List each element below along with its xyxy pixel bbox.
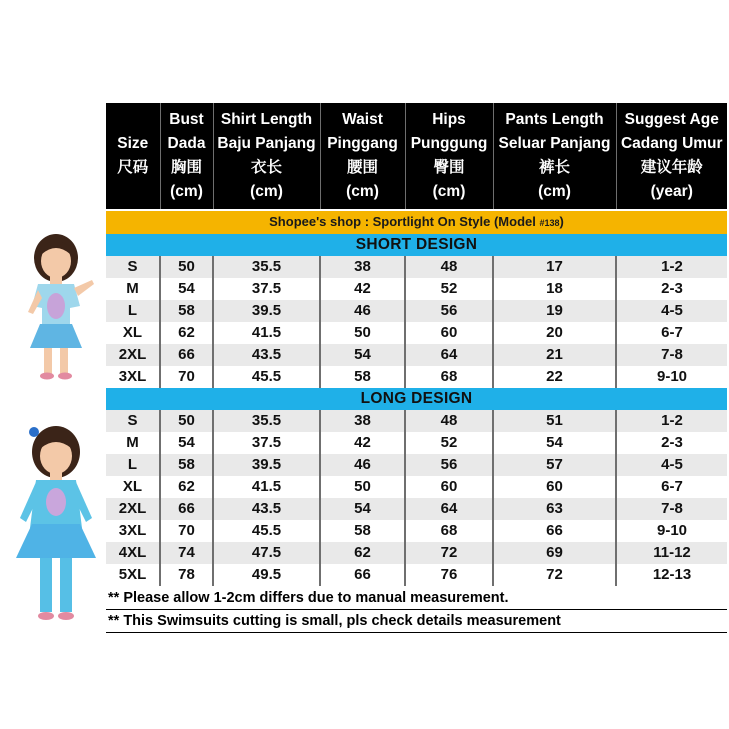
table-cell: 78 <box>160 564 213 586</box>
table-cell: S <box>106 256 160 278</box>
column-header-5 <box>493 103 616 210</box>
long-size-row <box>106 476 727 498</box>
table-cell: 3XL <box>106 520 160 542</box>
table-cell: 74 <box>160 542 213 564</box>
table-cell: 46 <box>320 454 405 476</box>
table-cell: 62 <box>160 322 213 344</box>
long-design-title: LONG DESIGN <box>106 388 727 410</box>
column-header-2 <box>213 103 320 210</box>
table-cell: 20 <box>493 322 616 344</box>
column-header-line: Dada <box>167 135 206 152</box>
table-cell: 58 <box>160 454 213 476</box>
shop-banner <box>106 210 727 234</box>
table-cell: 1-2 <box>616 256 727 278</box>
column-header-line: (cm) <box>250 183 283 200</box>
short-size-row <box>106 366 727 388</box>
table-cell: 48 <box>405 410 493 432</box>
table-cell: 9-10 <box>616 366 727 388</box>
table-cell: 2XL <box>106 344 160 366</box>
column-header-line: Shirt Length <box>220 111 313 128</box>
table-cell: 56 <box>405 300 493 322</box>
table-cell: 38 <box>320 256 405 278</box>
table-cell: 45.5 <box>213 520 320 542</box>
header-row <box>106 103 727 210</box>
table-cell: 70 <box>160 366 213 388</box>
column-header-line <box>106 108 160 132</box>
table-cell: 66 <box>320 564 405 586</box>
table-cell: 5XL <box>106 564 160 586</box>
note-measurement: ** Please allow 1-2cm differs due to manual measurement. <box>108 590 509 606</box>
table-cell: 35.5 <box>213 256 320 278</box>
short-size-row <box>106 256 727 278</box>
table-cell: 62 <box>160 476 213 498</box>
table-cell: XL <box>106 476 160 498</box>
column-header-line: (cm) <box>538 183 571 200</box>
table-cell: 7-8 <box>616 344 727 366</box>
column-header-line: 衣长 <box>250 159 282 176</box>
table-cell: M <box>106 432 160 454</box>
table-cell: 38 <box>320 410 405 432</box>
short-size-row <box>106 344 727 366</box>
short-size-row <box>106 322 727 344</box>
table-cell: 47.5 <box>213 542 320 564</box>
table-cell: 58 <box>160 300 213 322</box>
column-header-line: 腰围 <box>346 159 378 176</box>
table-cell: 11-12 <box>616 542 727 564</box>
column-header-0 <box>106 103 160 210</box>
column-header-line: Pinggang <box>327 135 398 152</box>
table-cell: 4XL <box>106 542 160 564</box>
column-header-line: Bust <box>169 111 204 128</box>
table-cell: 21 <box>493 344 616 366</box>
short-design-title: SHORT DESIGN <box>106 234 727 256</box>
table-cell: 19 <box>493 300 616 322</box>
table-cell: 54 <box>160 432 213 454</box>
long-size-row <box>106 454 727 476</box>
shop-banner-text <box>106 210 727 234</box>
table-cell: 52 <box>405 278 493 300</box>
table-cell: XL <box>106 322 160 344</box>
table-cell: 39.5 <box>213 300 320 322</box>
size-table <box>106 103 727 586</box>
table-cell: 52 <box>405 432 493 454</box>
table-cell: L <box>106 300 160 322</box>
section-header-long <box>106 388 727 410</box>
table-cell: 54 <box>320 498 405 520</box>
table-cell: 60 <box>493 476 616 498</box>
table-cell: 37.5 <box>213 432 320 454</box>
short-size-row <box>106 278 727 300</box>
note-cutting: ** This Swimsuits cutting is small, pls check details measurement <box>108 613 561 629</box>
table-cell: 56 <box>405 454 493 476</box>
table-cell: 51 <box>493 410 616 432</box>
table-cell: 64 <box>405 344 493 366</box>
table-cell: L <box>106 454 160 476</box>
table-cell: 72 <box>493 564 616 586</box>
table-cell: 42 <box>320 432 405 454</box>
table-cell: 62 <box>320 542 405 564</box>
table-cell: 43.5 <box>213 344 320 366</box>
column-header-line: Baju Panjang <box>217 135 316 152</box>
banner-label: Shopee's shop : Sportlight On Style (Model <box>269 214 540 229</box>
table-cell: 58 <box>320 520 405 542</box>
column-header-line: 建议年龄 <box>640 159 703 176</box>
column-header-line: (cm) <box>170 183 203 200</box>
table-cell: 37.5 <box>213 278 320 300</box>
column-header-line: 臀围 <box>433 159 465 176</box>
table-cell: 70 <box>160 520 213 542</box>
table-cell: 54 <box>160 278 213 300</box>
long-size-row <box>106 410 727 432</box>
column-header-line <box>106 180 160 204</box>
table-cell: 41.5 <box>213 322 320 344</box>
column-header-line: 尺码 <box>117 159 149 176</box>
table-cell: 72 <box>405 542 493 564</box>
table-cell: 68 <box>405 520 493 542</box>
long-size-row <box>106 542 727 564</box>
table-cell: 50 <box>320 322 405 344</box>
table-cell: 35.5 <box>213 410 320 432</box>
table-cell: 64 <box>405 498 493 520</box>
column-header-line: Punggung <box>410 135 488 152</box>
table-cell: S <box>106 410 160 432</box>
column-header-line: 裤长 <box>538 159 570 176</box>
section-header-short <box>106 234 727 256</box>
column-header-line: Size <box>117 135 149 152</box>
table-cell: 2XL <box>106 498 160 520</box>
table-cell: 58 <box>320 366 405 388</box>
table-cell: 48 <box>405 256 493 278</box>
column-header-line: 胸围 <box>170 159 202 176</box>
table-cell: 50 <box>320 476 405 498</box>
long-size-row <box>106 432 727 454</box>
column-header-line: Waist <box>342 111 383 128</box>
table-cell: 66 <box>160 498 213 520</box>
long-size-row <box>106 520 727 542</box>
table-cell: 50 <box>160 410 213 432</box>
column-header-line: (year) <box>650 183 693 200</box>
table-cell: 7-8 <box>616 498 727 520</box>
table-cell: 60 <box>405 322 493 344</box>
column-header-line: Hips <box>432 111 466 128</box>
short-size-row <box>106 300 727 322</box>
table-cell: 46 <box>320 300 405 322</box>
table-cell: 18 <box>493 278 616 300</box>
column-header-line: Suggest Age <box>624 111 719 128</box>
table-cell: 4-5 <box>616 300 727 322</box>
table-cell: 49.5 <box>213 564 320 586</box>
table-cell: 6-7 <box>616 476 727 498</box>
table-cell: 2-3 <box>616 278 727 300</box>
table-cell: 63 <box>493 498 616 520</box>
column-header-line: (cm) <box>432 183 466 200</box>
table-cell: 54 <box>493 432 616 454</box>
table-cell: 1-2 <box>616 410 727 432</box>
column-header-line: Seluar Panjang <box>498 135 611 152</box>
long-size-row <box>106 498 727 520</box>
column-header-1 <box>160 103 213 210</box>
table-cell: 42 <box>320 278 405 300</box>
model-photo-short-design <box>12 228 100 386</box>
long-size-row <box>106 564 727 586</box>
table-cell: 39.5 <box>213 454 320 476</box>
table-cell: 68 <box>405 366 493 388</box>
banner-close-paren: ) <box>559 214 564 229</box>
column-header-line: Cadang Umur <box>620 135 723 152</box>
table-cell: 17 <box>493 256 616 278</box>
table-cell: 9-10 <box>616 520 727 542</box>
table-cell: 4-5 <box>616 454 727 476</box>
note-divider <box>106 632 727 633</box>
table-cell: 50 <box>160 256 213 278</box>
table-cell: 66 <box>493 520 616 542</box>
table-cell: 3XL <box>106 366 160 388</box>
size-chart <box>106 103 727 586</box>
table-cell: 43.5 <box>213 498 320 520</box>
table-cell: 57 <box>493 454 616 476</box>
table-cell: 6-7 <box>616 322 727 344</box>
table-cell: 45.5 <box>213 366 320 388</box>
column-header-3 <box>320 103 405 210</box>
table-cell: 60 <box>405 476 493 498</box>
banner-model-number: #138 <box>539 218 560 228</box>
column-header-6 <box>616 103 727 210</box>
table-cell: 69 <box>493 542 616 564</box>
table-cell: 2-3 <box>616 432 727 454</box>
table-cell: 41.5 <box>213 476 320 498</box>
table-cell: 22 <box>493 366 616 388</box>
column-header-4 <box>405 103 493 210</box>
model-photo-long-design <box>8 418 104 624</box>
table-cell: 54 <box>320 344 405 366</box>
column-header-line: (cm) <box>346 183 379 200</box>
table-cell: M <box>106 278 160 300</box>
notes <box>106 587 727 633</box>
table-cell: 12-13 <box>616 564 727 586</box>
column-header-line: Pants Length <box>505 111 604 128</box>
table-cell: 66 <box>160 344 213 366</box>
table-cell: 76 <box>405 564 493 586</box>
